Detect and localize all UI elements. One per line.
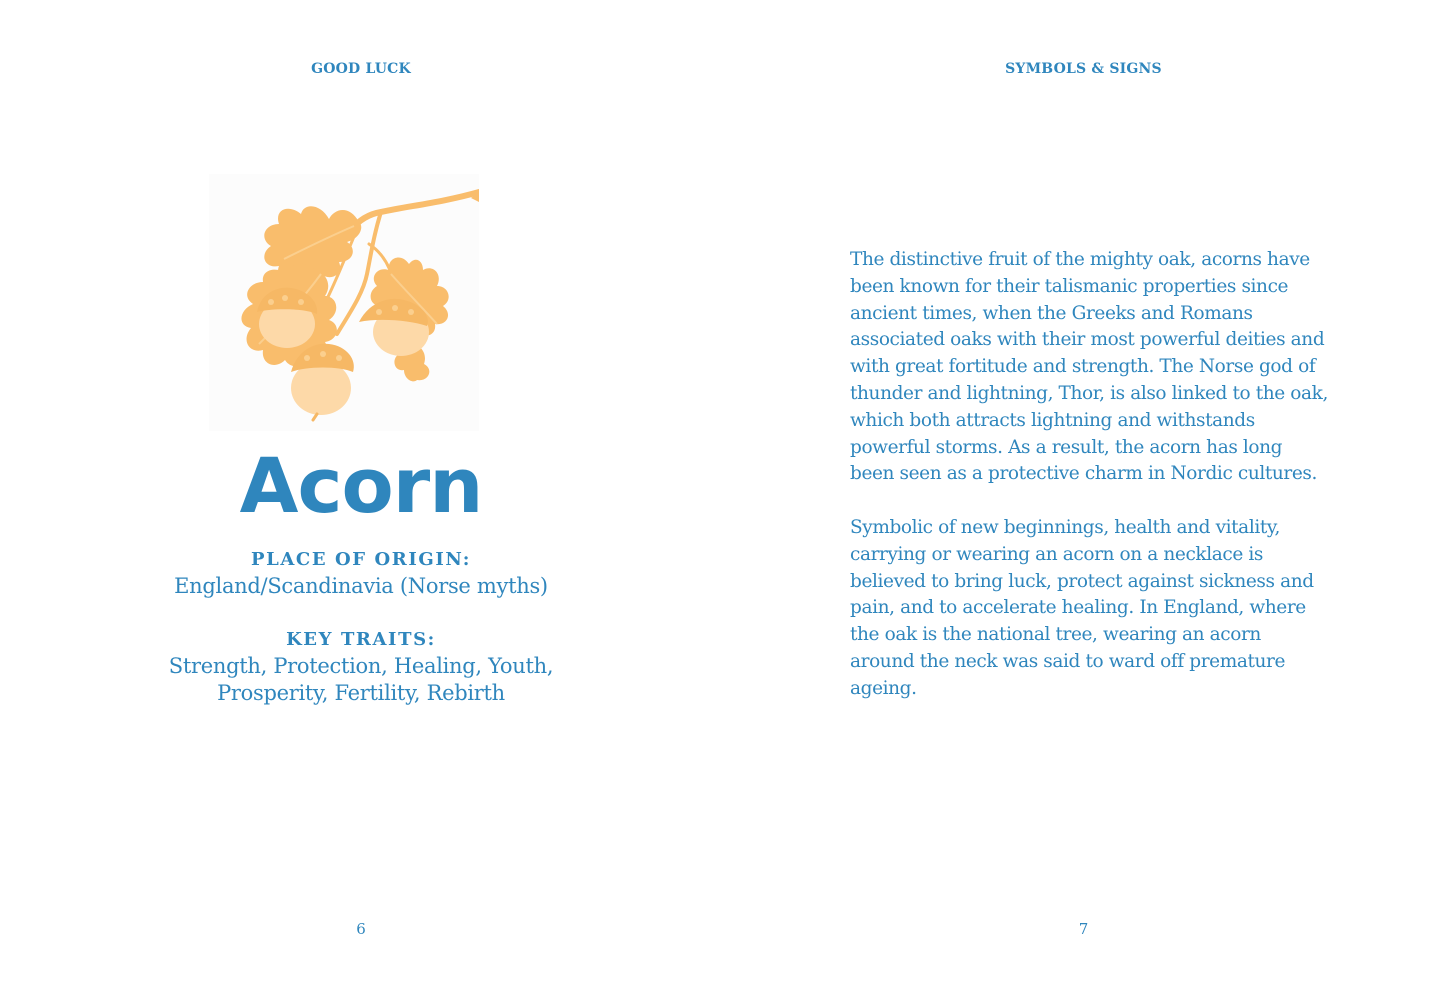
running-head-left: GOOD LUCK — [311, 61, 411, 77]
traits-label: KEY TRAITS: — [286, 629, 436, 650]
body-text — [850, 247, 1330, 729]
paragraph-2: Symbolic of new beginnings, health and vitality, carrying or wearing an acorn on a necklace is believed to bring luck, protect against sickness and pain, and to accelerate healing. In England, where the oak is the national tree, wearing an acorn around the neck was said to ward off premature ageing. — [850, 516, 1314, 699]
right-page — [722, 0, 1445, 1001]
left-page — [0, 0, 722, 1001]
page-number-left: 6 — [356, 920, 366, 938]
traits-block — [0, 627, 722, 707]
traits-line-1: Strength, Protection, Healing, Youth, — [168, 654, 554, 678]
origin-label: PLACE OF ORIGIN: — [250, 549, 472, 570]
entry-title: Acorn — [239, 441, 483, 530]
running-head-right: SYMBOLS & SIGNS — [1005, 61, 1162, 77]
origin-value: England/Scandinavia (Norse myths) — [174, 574, 548, 598]
oak-leaves-and-acorns-icon — [209, 174, 479, 431]
paragraph-1: The distinctive fruit of the mighty oak, acorns have been known for their talismanic properties since ancient times, when the Greeks and Romans associated oaks with their most powerful deities and with great fortitude and strength. The Norse god of thunder and lightning, Thor, is also linked to the oak, which both attracts lightning and withstands powerful storms. As a result, the acorn has long been seen as a protective charm in Nordic cultures. — [850, 249, 1328, 485]
origin-block — [0, 547, 722, 600]
traits-line-2: Prosperity, Fertility, Rebirth — [217, 681, 505, 705]
page-number-right: 7 — [1078, 920, 1089, 938]
